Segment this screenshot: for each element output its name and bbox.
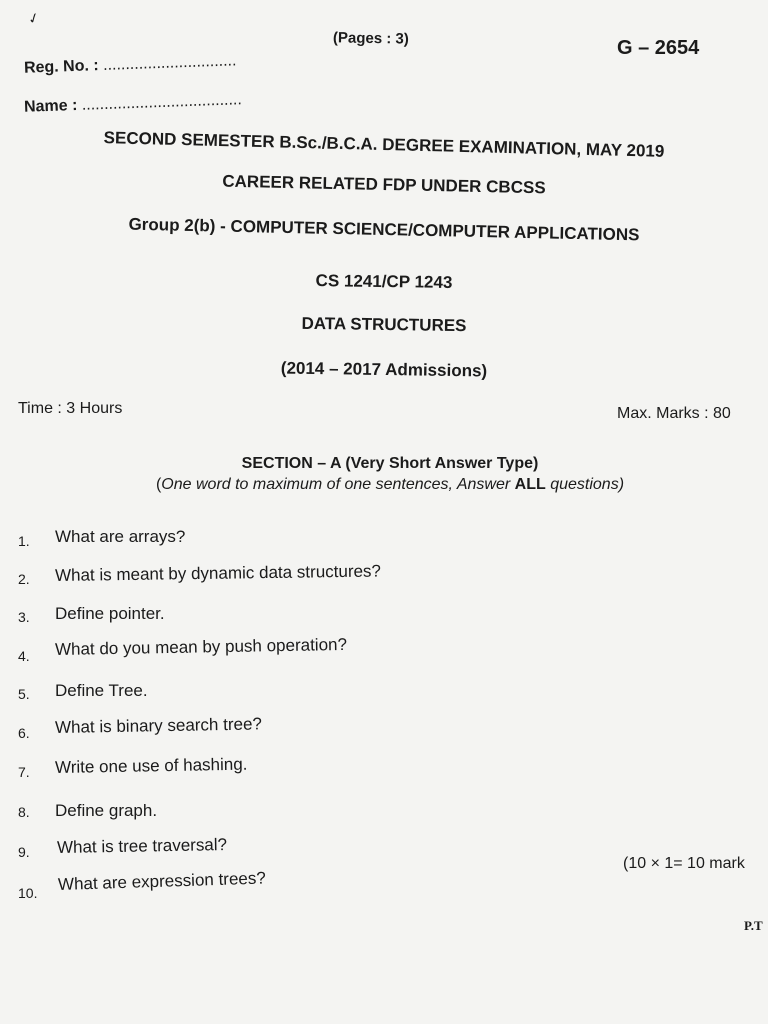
exam-title: SECOND SEMESTER B.Sc./B.C.A. DEGREE EXAMINATION, MAY 2019 (103, 128, 665, 161)
question-text: What is tree traversal? (56, 835, 228, 857)
reg-no-dots: .............................. (102, 52, 237, 74)
name-label: Name : (23, 96, 78, 116)
question-text: What is meant by dynamic data structures? (54, 561, 382, 585)
question-text: What do you mean by push operation? (54, 634, 348, 659)
question-text: What are expression trees? (57, 868, 267, 894)
question-number: 4. (18, 648, 30, 664)
question-number: 6. (18, 725, 30, 741)
question-number: 5. (18, 686, 30, 702)
reg-no-label: Reg. No. : (23, 57, 99, 77)
question-number: 1. (18, 533, 30, 549)
section-instructions (6, 476, 768, 494)
page-count: (Pages : 3) (332, 29, 410, 48)
question-text: Define pointer. (55, 604, 165, 623)
instr-bold: ALL (514, 476, 546, 493)
question-number: 3. (18, 609, 30, 625)
instr-italic: One word to maximum of one sentences, Answer (161, 476, 515, 493)
question-text: Define graph. (55, 801, 158, 820)
question-number: 7. (18, 764, 30, 780)
admissions: (2014 – 2017 Admissions) (280, 358, 488, 381)
question-number: 2. (18, 571, 30, 587)
time-allowed: Time : 3 Hours (18, 400, 123, 417)
question-text: What is binary search tree? (54, 714, 263, 737)
question-text: Define Tree. (55, 681, 148, 700)
course-code: CS 1241/CP 1243 (315, 271, 453, 292)
please-turn-over: P.T (744, 918, 763, 933)
reg-no-field (24, 52, 237, 77)
instr-close: questions) (545, 476, 625, 493)
paper-code: G – 2654 (617, 37, 700, 59)
name-dots: .................................... (81, 91, 243, 114)
max-marks: Max. Marks : 80 (617, 405, 731, 422)
section-title: SECTION – A (Very Short Answer Type) (241, 455, 539, 472)
section-marks: (10 × 1= 10 mark (623, 855, 745, 872)
course-title: DATA STRUCTURES (301, 313, 467, 336)
question-text: Write one use of hashing. (54, 754, 248, 777)
tick-mark: ✓ (25, 8, 42, 28)
name-field (24, 91, 242, 117)
exam-scheme: CAREER RELATED FDP UNDER CBCSS (222, 171, 546, 198)
question-number: 10. (18, 885, 38, 901)
instr-open: ( (155, 476, 162, 493)
question-number: 9. (18, 844, 30, 860)
question-text: What are arrays? (55, 527, 186, 546)
exam-group: Group 2(b) - COMPUTER SCIENCE/COMPUTER APPLICATIONS (128, 214, 640, 245)
question-number: 8. (18, 804, 30, 820)
